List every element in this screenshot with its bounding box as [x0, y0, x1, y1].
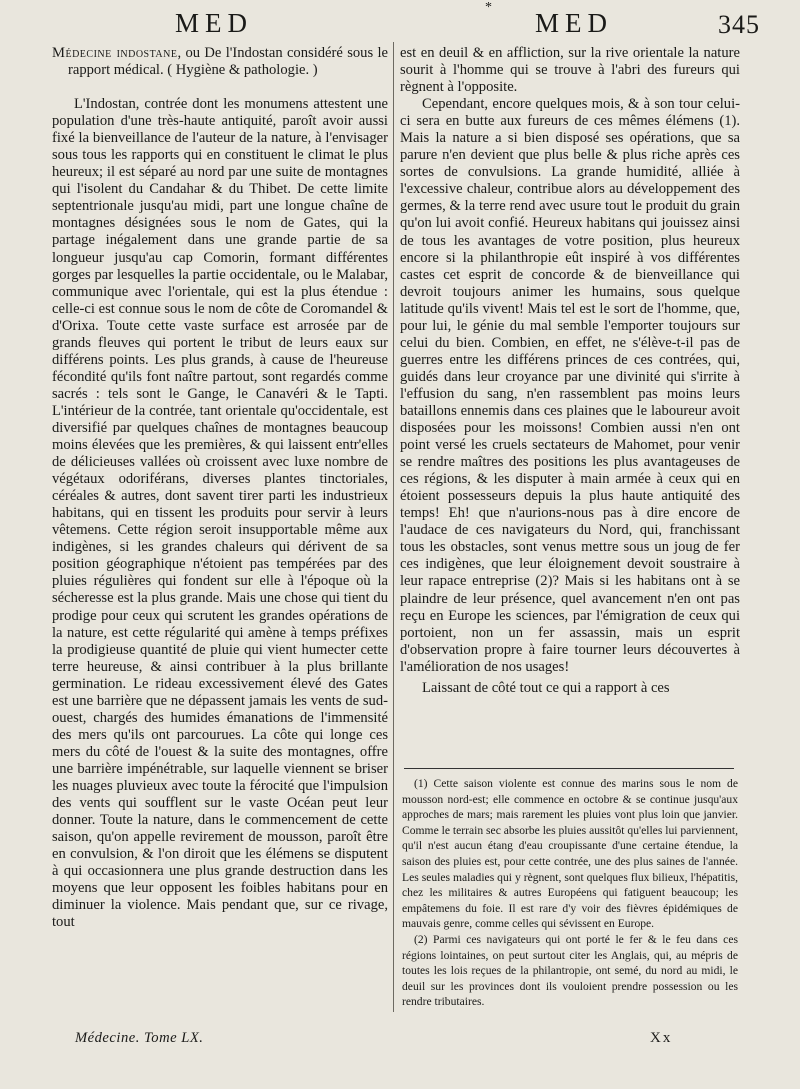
signature-line: Médecine. Tome LX.	[75, 1030, 204, 1046]
footnotes	[402, 776, 738, 1010]
right-paragraph-3: Laissant de côté tout ce qui a rapport à ces	[422, 679, 670, 696]
running-head-left: MED	[175, 8, 253, 38]
column-divider	[393, 42, 394, 1012]
right-paragraph-2: Cependant, encore quelques mois, & à son tour celui-ci sera en butte aux fureurs de ces mêmes élémens (1). Mais la nature a si bien disposé ses opérations, que sa parure n'en devient que plus belle & plus riche après ces sortes de convulsions. La grande humidité, alliée à l'excessive chaleur, contribue alors au développement des germes, & la terre rend avec usure tout le produit du grain qu'on lui avoit confié. Heureux habitans qui jouissez ainsi de tous les avantages de votre position, plus heureux encore si la philanthropie eût inspiré à vos différentes castes cet esprit de concorde & de bienveillance qui devroit toujours animer les humains, sous quelque latitude qu'ils vivent! Mais tel est le sort de l'homme, que, pour lui, le génie du mal semble l'emporter toujours sur celui du bien. Combien, en effet, ne s'élève-t-il pas de guerres entre les différens princes de ces contrées, qui, guidés dans leur croyance par une divinité qui s'irrite à l'effusion du sang, n'en rassemblent pas moins leurs bataillons ennemis dans ces plaines que le laboureur avoit disposées pour les moissons! Combien aussi n'en ont point versé les cruels sectateurs de Mahomet, pour venir se rendre maîtres des positions les plus avantageuses de ces régions, & les disputer à main armée à ceux qui en étoient possesseurs depuis la plus haute antiquité des temps! Eh! que n'aurions-nous pas à dire encore de l'audace de ces navigateurs du Nord, qui, franchissant tous les obstacles, sont venus mettre sous un joug de fer ces indigènes, que leur éloignement devoit soustraire à leur rapace entreprise (2)? Mais si les habitans ont à se plaindre de leur présence, quel avancement n'en ont pas reçu en Europe les sciences, par l'émigration de ceux qui portoient, non un fer assassin, mais un esprit d'observation propre à faire tourner leurs découvertes à l'amélioration de nos usages!	[400, 96, 740, 675]
right-paragraph-1: est en deuil & en affliction, sur la rive orientale la nature sourit à l'homme qui se trouve à l'abri des fureurs qui règnent à l'opposite.	[400, 45, 740, 96]
left-paragraph: L'Indostan, contrée dont les monumens attestent une population d'une très-haute antiquité, paroît avoir aussi fixé la bienveillance de l'auteur de la nature, à l'envisager sous tous les rapports qui en constituent le climat le plus heureux; il est séparé au nord par une suite de montagnes qui l'isolent du Candahar & du Thibet. De cette limite septentrionale jusqu'au midi, part une longue chaîne de montagnes désignées sous le nom de Gates, qui la partage inégalement dans une grande partie de sa longueur jusqu'au cap Comorin, formant différentes gorges par lesquelles la partie occidentale, ou le Malabar, communique avec l'orientale, qui est la plus étendue : celle-ci est connue sous le nom de côte de Coromandel & d'Orixa. Toute cette vaste surface est arrosée par de grands fleuves qui portent le tribut de leurs eaux sur différens points. Les plus grands, à cause de l'heureuse fécondité qu'ils font naître partout, sont regardés comme sacrés : tels sont le Gange, le Canavéri & le Tapti. L'intérieur de la contrée, tant orientale qu'occidentale, est diversifié par quelques chaînes de montagnes beaucoup moins élevées que les premières, & qui laissent entr'elles de délicieuses vallées où croissent avec luxe nombre de végétaux odoriférans, diverses plantes tinctoriales, céréales & autres, dont savent tirer parti les industrieux habitans, qui en tissent les produits pour servir à leurs vêtemens. Cette région seroit insupportable même aux indigènes, si les grandes chaleurs qui dérivent de sa position géographique n'étoient pas tempérées par des pluies régulières qui fondent sur elle à l'époque où la sécheresse est la plus grande. Mais une chose qui tient du prodige pour ceux qui scrutent les grandes opérations de la nature, est cette régularité qui amène à temps préfixes la prodigieuse quantité de pluie qui vient humecter cette terre heureuse, & ainsi contribuer à la plus brillante germination. Le rideau excessivement élevé des Gates est une barrière que ne dépassent jamais les vents de sud-ouest, chargés des humides émanations de l'immensité des mers qu'ils ont parcourues. La côte qui longe ces mers du côté de l'ouest & la suite des montagnes, offre une barrière impénétrable, sur laquelle viennent se briser les nuages pluvieux avec toute la férocité que l'impulsion des vents qui soufflent sur le vaste Océan peut leur donner. Toute la nature, dans le commencement de cette saison, qu'on appelle revirement de mousson, paroît être en convulsion, & l'on diroit que les élémens se disputent à qui occasionnera une plus grande destruction dans les moyens que leur opposent les foibles habitans pour en diminuer la violence. Mais pendant que, sur ce rivage, tout	[52, 96, 388, 931]
page-number: 345	[718, 10, 760, 39]
running-head-right: MED	[535, 8, 613, 38]
printer-mark: *	[485, 0, 492, 15]
article-heading-rest: , ou De l'Indostan considéré sous le rapport médical. ( Hygiène & pathologie. )	[68, 45, 388, 79]
article-heading-term: Médecine indostane	[52, 45, 178, 61]
right-column	[400, 45, 740, 697]
footnote-2: (2) Parmi ces navigateurs qui ont porté le fer & le feu dans ces régions lointaines, on peut surtout citer les Anglais, qui, au mépris de toutes les lois reçues de la philantropie, ont semé, du nord au midi, le deuil sur les provinces dont ils vouloient prendre possession ou les rendre tributaires.	[402, 932, 738, 1009]
article-heading	[52, 45, 388, 79]
footnote-rule	[404, 768, 734, 769]
footnote-1: (1) Cette saison violente est connue des marins sous le nom de mousson nord-est; elle commence en octobre & se continue jusqu'aux approches de mars; mais rarement les pluies vont plus loin que janvier. Comme le terrain sec absorbe les pluies aussitôt qu'elles lui parviennent, qu'il n'est aucun étang d'eau croupissante d'une certaine étendue, la saison des pluies est, pour cette contrée, une des plus saines de l'année. Les seules maladies qui y règnent, sont quelques flux bilieux, l'hépatitis, chez les militaires & autres Européens qui fatiguent beaucoup; les empâtemens du foie. Il est rare d'y voir des fièvres épidémiques de mauvais genre, comme celles qui sévissent en Europe.	[402, 777, 738, 931]
signature-mark: Xx	[650, 1030, 673, 1046]
left-column	[52, 45, 388, 931]
